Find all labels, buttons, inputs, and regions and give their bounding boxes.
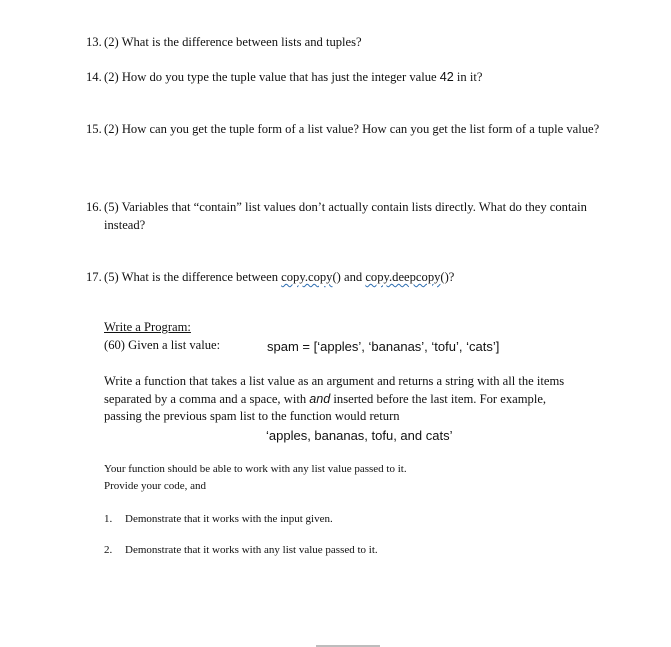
question-17 — [86, 268, 606, 286]
question-16 — [86, 198, 606, 234]
question-number: 16. — [86, 200, 102, 214]
question-14 — [86, 68, 606, 86]
and-keyword: and — [309, 391, 331, 406]
question-text: (5) Variables that “contain” list values don’t actually contain lists directly. What do they contain instead? — [104, 200, 587, 232]
question-15 — [86, 120, 606, 138]
question-number: 14. — [86, 70, 102, 84]
copy-function-name: copy.copy — [281, 270, 333, 284]
integer-value: 42 — [439, 70, 454, 84]
given-code: spam = [‘apples’, ‘bananas’, ‘tofu’, ‘cats’] — [267, 339, 500, 354]
given-list-line — [104, 337, 584, 355]
question-text: (2) How do you type the tuple value that has just the integer value 42 in it? — [104, 70, 483, 84]
question-number: 15. — [86, 122, 102, 136]
question-text: (5) What is the difference between copy.copy() and copy.deepcopy()? — [104, 270, 455, 284]
question-number: 17. — [86, 270, 102, 284]
expected-result: ‘apples, bananas, tofu, and cats’ — [266, 428, 453, 443]
program-heading: Write a Program: — [104, 320, 191, 334]
step-item: 2. Demonstrate that it works with any list value passed to it. — [104, 544, 378, 556]
question-number: 13. — [86, 35, 102, 49]
function-note: Your function should be able to work with any list value passed to it. Provide your code, and — [104, 463, 407, 492]
question-text: (2) How can you get the tuple form of a list value? How can you get the list form of a tuple value? — [104, 122, 600, 136]
program-description: Write a function that takes a list value as an argument and returns a string with all the items separated by a comma and a space, with and inserted before the last item. For example, passing the previous spam list to the function would return — [104, 374, 565, 423]
question-text: (2) What is the difference between lists and tuples? — [104, 35, 362, 49]
question-13 — [86, 33, 606, 51]
given-label: (60) Given a list value: — [104, 338, 221, 352]
deepcopy-function-name: copy.deepcopy — [365, 270, 441, 284]
step-item: 1. Demonstrate that it works with the input given. — [104, 513, 333, 525]
